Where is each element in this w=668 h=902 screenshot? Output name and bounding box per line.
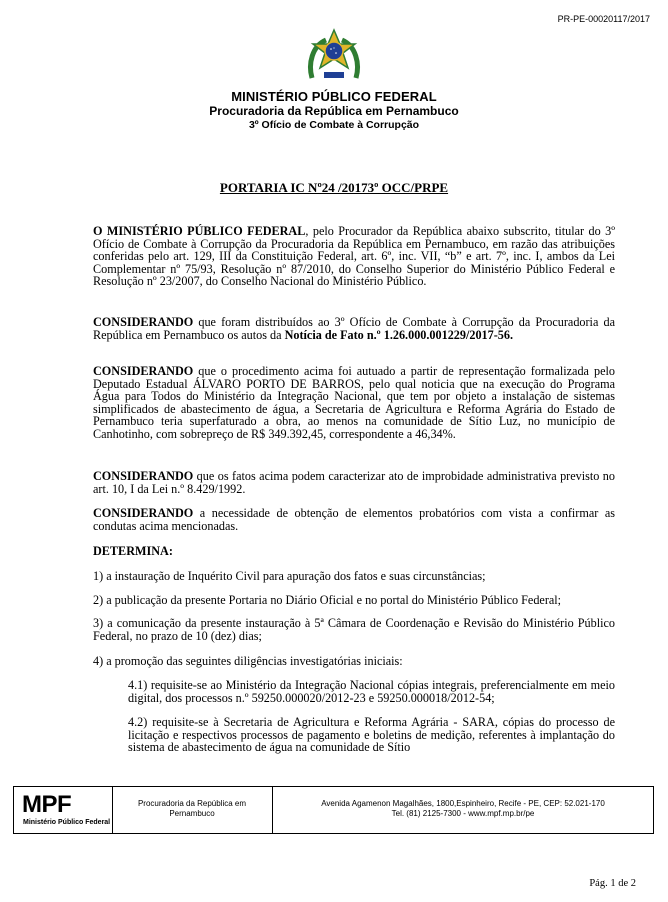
list-item-4-1: 4.1) requisite-se ao Ministério da Integração Nacional cópias integrais, preferencialmente em meio digital, dos processos n.º 59250.000020/2012-23 e 59250.000018/2012-54; (128, 678, 615, 705)
paragraph-considerando-1: CONSIDERANDO que foram distribuídos ao 3º Ofício de Combate à Corrupção da Procuradoria da República em Pernambuco os autos da Notícia de Fato n.º 1.26.000.001229/2017-56. (93, 315, 615, 342)
header-unit: Procuradoria da República em Pernambuco (209, 104, 459, 118)
coat-of-arms-icon (304, 28, 364, 84)
header-office: 3º Ofício de Combate à Corrupção (248, 119, 420, 131)
intro-bold: O MINISTÉRIO PÚBLICO FEDERAL (93, 224, 306, 238)
mpf-logo-caption: Ministério Público Federal (23, 819, 111, 826)
page-title: PORTARIA IC Nº24 /20173º OCC/PRPE (219, 180, 449, 195)
page-number: Pág. 1 de 2 (589, 878, 636, 889)
paragraph-considerando-3: CONSIDERANDO que os fatos acima podem caracterizar ato de improbidade administrativa previsto no art. 10, I da Lei n.º 8.429/1992. (93, 469, 615, 496)
paragraph-considerando-2: CONSIDERANDO que o procedimento acima foi autuado a partir de representação formalizada pelo Deputado Estadual ÁLVARO PORTO DE BARROS, pelo qual noticia que na execução do Programa Água para Todos do Ministério da Integração Nacional, que tem por objeto a instalação de sistemas simplificados de abastecimento de água, a Secretaria de Agricultura e Reforma Agrária do Estado de Pernambuco teria superfaturado a obra, ao menos na comunidade de Sítio Luz, no município de Canhotinho, com sobrepreço de R$ 349.392,45, correspondente a 46,34%. (93, 364, 615, 441)
list-item-4-2: 4.2) requisite-se à Secretaria de Agricultura e Reforma Agrária - SARA, cópias do processo de licitação e respectivos processos de pagamento e boletins de medição, referentes à implantação do sistema de abastecimento de água na comunidade de Sítio (128, 715, 615, 755)
list-item-1: 1) a instauração de Inquérito Civil para apuração dos fatos e suas circunstâncias; (93, 569, 486, 583)
paragraph-intro (93, 225, 615, 288)
list-item-4: 4) a promoção das seguintes diligências investigatórias iniciais: (93, 654, 403, 668)
determina-heading: DETERMINA: (93, 544, 173, 558)
intro-text: , pelo Procurador da República abaixo subscrito, titular do 3º Ofício de Combate à Corrupção da Procuradoria da República em Pernambuco, em razão das atribuições conferidas pelo art. 129, III da Constituição Federal, art. 6º, inc. VII, “b” e art. 7º, inc. I, ambos da Lei Complementar nº 75/93, Resolução nº 87/2010, do Conselho Superior do Ministério Público Federal e Resolução nº 23/2007, do Conselho Nacional do Ministério Público. (93, 224, 615, 289)
mpf-logo: MPF (22, 791, 72, 818)
paragraph-considerando-4: CONSIDERANDO a necessidade de obtenção de elementos probatórios com vista a confirmar as condutas acima mencionadas. (93, 506, 615, 533)
document-id: PR-PE-00020117/2017 (557, 14, 650, 24)
list-item-3: 3) a comunicação da presente instauração à 5ª Câmara de Coordenação e Revisão do Ministério Público Federal, no prazo de 10 (dez) dias; (93, 616, 615, 643)
footer-unit: Procuradoria da República em Pernambuco (137, 799, 247, 818)
list-item-2: 2) a publicação da presente Portaria no Diário Oficial e no portal do Ministério Público Federal; (93, 593, 562, 607)
footer-address: Avenida Agamenon Magalhães, 1800,Espinheiro, Recife - PE, CEP: 52.021-170 Tel. (81) 2125-7300 - www.mpf.mp.br/pe (321, 799, 605, 818)
footer-box (13, 786, 654, 834)
header-org: MINISTÉRIO PÚBLICO FEDERAL (231, 89, 437, 104)
